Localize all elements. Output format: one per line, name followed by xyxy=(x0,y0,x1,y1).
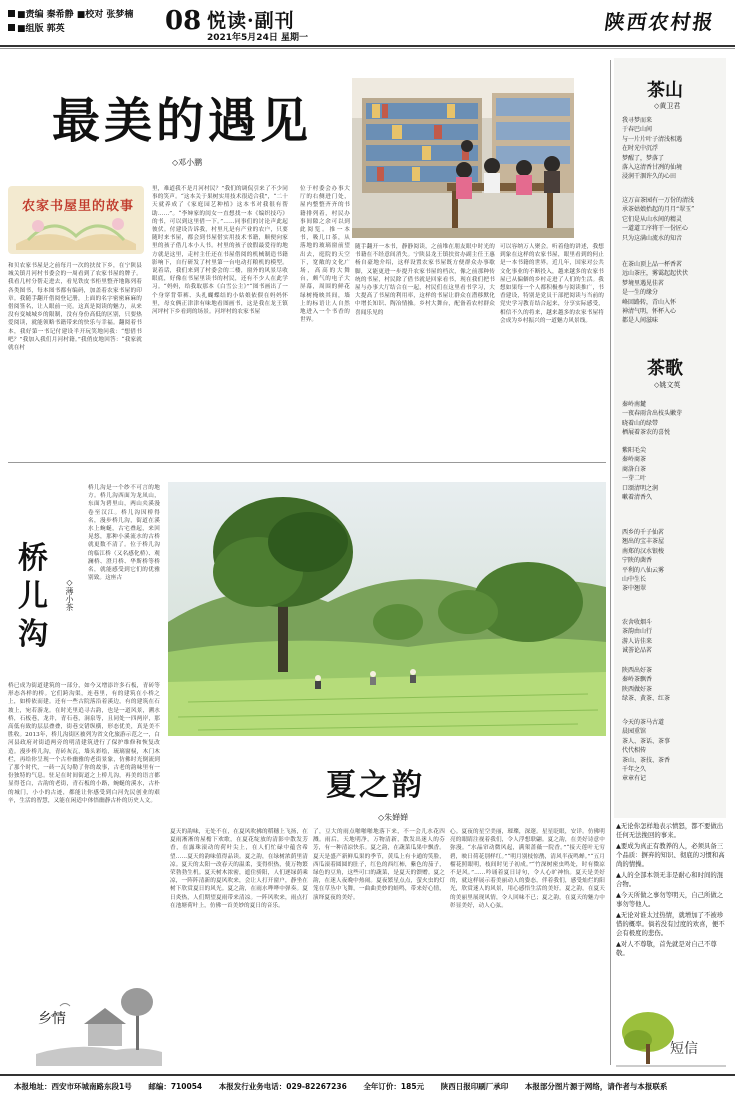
header-divider-thin xyxy=(0,48,735,49)
article1-col1: 和贝农家书屋是之前每月一次的扶贫下乡，在宁陕县城关镇月河村书委会的一周看到了农家书屋的牌子。我看几村分帮走进去，看见铁皮书柜里整齐地陈列着各类图书，每本图书都有编码，加盖着农家书屋的印章。我随手翻开借阅登记册，上面的名字密密麻麻的借阅签名，让人眼前一亮。这真是阅读的魅力，从来没有变城城乡的限制，没有身份高低的区别，只要热爱阅读，就能领略书籍带来的快乐与幸福。翻阅着书本，我好第一书记付建设半开玩笑地问我：“想借书吧？”我加入我们月河村籍。”我俏皮地回答：“我家就就在村 xyxy=(8,263,142,352)
short-note: ▲人的全部本领无非是耐心和时间的混合物。 xyxy=(616,871,724,888)
poem2-stanza5: 陕西出好茶 秦岭茶飘香 陕西做好茶 绿茶、黄茶、红茶 xyxy=(622,667,671,703)
article2-author: ◇薄小茶 xyxy=(65,578,74,611)
footer-postcode: 邮编：710054 xyxy=(148,1082,203,1091)
footer-printer: 陕西日报印刷厂承印 xyxy=(440,1082,509,1091)
footer-notice: 本报部分图片源于网络，请作者与本报联系 xyxy=(524,1082,668,1091)
article1-author: ◇邓小鹏 xyxy=(172,158,203,167)
article3-col3: 心。夏夜的星空美丽，璀璨，深邃。星星眨眼，安详。仿佛明亮的眼睛注视着我们，令人浮想联翩。夏之韵，在美好诗意中弥漫。“水晶帘动微风起，满架蔷薇一院香。”“接天莲叶无穷碧，映日荷花别样红。”“明月别枝惊鹊，清风半夜鸣蝉。”“五月榴花照眼明，枝间时见子初成。”“竹深树密虫鸣处，时有微凉不是风。”……吟诵着夏日诗句，令人心旷神怡。夏天是美好的，就这样展示着美丽动人的姿态，伴着我们，感受灿烂的阳光，欣赏迷人的风景，用心感悟生活的美好。夏之韵，在夏天的美丽里展现风情，令人回味不已；夏之韵，在夏天的魅力中彰显美好，动人心弦。 xyxy=(450,829,605,909)
short-note: ▲无论对谁太过热情，就增加了不被珍惜的概率。倘若没有过度的欢喜，便不会有极度的悲伤。 xyxy=(616,911,725,937)
article1-col5: 可以容纳万人聚会。听着他的讲述，我想到象在这样的农家书屋，眼里看到的何止是一本书籍的世界。近几年，国家对公共文化事业的不断投入，越来越多的农家书屋已从偏僻的乡村走进了人们的生活。我想如果每一个人都积极参与阅读推广，书香建设，特别是党员干部把阅读与当前的党史学习教育结合起来，分享实际感受，相信不久的将来，越来越多的农家书屋将会成为乡村振兴的一道魅力风景线。 xyxy=(500,244,604,324)
short-note: ▲无论你怎样地表示愤怒，都不要做出任何无法挽回的事来。 xyxy=(616,822,724,839)
article2-col-narrow: 桥儿沟是一个纱不可言的地方。桥儿沟西面为龙凤山，东面为碧里山，两山夹溪漫卷至汉江。桥儿沟因桥得名，漫步桥儿沟，街道在溪水上蜿蜒，古宅叠起，来回晃悠，那种小溪流水的古桥就更数不清了。位于桥儿沟的临江桥（又名感化桥）、观澜桥、澄月桥、华斯桥等桥名，就能感受到它们的优雅别致。这座古 xyxy=(88,485,160,582)
poem1-author: ◇黄卫君 xyxy=(654,102,681,110)
square-bullet-icon xyxy=(8,10,15,17)
footer xyxy=(0,1074,735,1095)
bookshelf-photo xyxy=(352,78,574,238)
header-divider xyxy=(0,45,735,47)
poem1-stanza1: 我寻梦而来 于春巴山间 与一片片叶子清浅相遇 在时光中沉浮 梦醒了，梦落了 落入这清香甘冽的仙境 浸润干涸许久的心田 xyxy=(622,117,683,181)
poem2-stanza4: 农舍收烟斗 茶韵由山行 游人访佳来 诚荟论品茗 xyxy=(622,619,653,655)
footer-phone: 本报发行业务电话：029-82267236 xyxy=(218,1082,347,1091)
short-note: ▲要成为真正有教养的人，必须具备三个品质：摒弃的知识、彻底的习惯和高尚的情操。 xyxy=(616,842,725,868)
poem1-title: 茶山 xyxy=(647,80,683,101)
poem2-stanza6: 今天的茶马古道 晨园重馆 茶人、茶话、茶事 代代相传 茶山、茶技、茶香 千年之久 章章有记 xyxy=(622,719,671,783)
footer-address: 本报地址：西安市环城南路东段1号 xyxy=(14,1082,132,1091)
article1-col3: 位于村委会办事大厅的右侧进门处，屋内整整齐齐的书籍排列着，村民办事间隙之余可以到此阅览。推一本书，吸几口茶，从落地的玻璃窗前望出去，庭院的天空下，宽敞的文化广场，高高的大舞台，颇气的电子大屏幕，周围的鲜花绿树掩映其间，墙上的标语让人自然地进入一个书香的世界。 xyxy=(300,186,350,324)
short-note: ▲对人不尊敬，首先就是对自己不尊敬。 xyxy=(616,940,717,957)
tree-illustration xyxy=(616,1004,726,1070)
footer-price: 全年订价：185元 xyxy=(363,1082,425,1091)
poem2-title: 茶歌 xyxy=(647,358,683,379)
article2-col-wide: 桥已成为街道建筑的一部分，如今又增添许多石板，青砖等形态各样的桥。它们跨沟渠，连巷里，有的建筑在小桥之上，如桥依而建。还有一些古院落沿着溪边，有的建筑在石坡上，宛若游龙。在时光里追寻古韵，也是一道风景，溯水桥，石板巷，龙井，青石巷，洞泉等，且同处一四两岸，那高低有致的层层叠叠，街巷交错纵横，形态优美，真是美不胜收。2013年，桥儿沟街区被列为省文化旅游示范之一，白河县政府对街道两旁的明清建筑进行了保护维修和恢复改造。漫步桥儿沟，青砖灰瓦，墙头彩绘，琉璃窗棂，木门木栏，再给你呈现一个古朴幽雅的老街景象，仿佛时光倒流到了那个时代，一砖一瓦勾勒了你的故事，古老的韵味里有一份独特的气息。驻足在时间街道之上桥儿沟，再美的语言都显得苍白，古韵的老街，青石板的小路，蜿蜒的溪水，古朴的城门，小小的古迹，都能让你感受到白河先民创业的艰辛，生活的智慧，又能在闲适中体悟幽静古朴的历史人文。 xyxy=(8,683,160,804)
article3-author: ◇朱婵婵 xyxy=(378,813,409,822)
newspaper-logo: 陕西农村报 xyxy=(603,10,717,34)
article3-title: 夏之韵 xyxy=(326,768,425,803)
article2-title: 桥儿沟 xyxy=(18,541,48,652)
xiangqing-label: 乡情 xyxy=(38,1011,66,1027)
section-title: 悦读·副刊 xyxy=(207,10,295,32)
square-bullet-icon xyxy=(8,24,15,31)
poem2-stanza3: 西乡的千子仙茗 翘出的宝丰茶屋 南郑的汉水银梭 宁陕的菌香 平利的八仙云雾 山中生长 茶中翘翠 xyxy=(622,529,665,593)
issue-date: 2021年5月24日 星期一 xyxy=(207,33,308,43)
poem1-stanza2: 这万亩茶园有一万份的清浅 承茶姑娘抬起的月月“翠玉” 它们是从山水间的精灵 一道道工序将干一份匠心 只为这满山流水的知音 xyxy=(622,197,695,242)
article1-col4: 随手翻开一本书，静静阅读，之前堆在朋友眼中时光的书籍在不经意间消失。宁陕县龙王镇扶贫办副主任王惠杨自豪地介绍，这样设置农家书屋既方便群众办事歇脚，又能更进一步提升农家书屋的档次，像之前那种传统的书屋，村民除了借书就是回家看书，现在我们把书屋与办事大厅结合在一起，村民们在这里看书学习，大大提高了书屋的利用率，这样的书屋让群众在潜移默化中增长知识、陶冶情操。乡村大舞台，配备着农村群众喜闻乐见的 xyxy=(355,244,495,316)
sidebar-divider xyxy=(610,60,611,1065)
poem2-stanza2: 紫阳毛尖 秦岭商茶 商洛白茶 一芽二叶 口颂清明之润 嗽着清香久 xyxy=(622,447,659,502)
poem2-author: ◇姚文英 xyxy=(654,381,681,389)
short-note: ▲今天所做之事勿等明天，自己所做之事勿等他人。 xyxy=(616,891,724,908)
article1-title: 最美的遇见 xyxy=(52,93,313,149)
article3-col2: 了，豆大的雨点啪啪啪地落下来，不一会儿水花四溅。雨后，天地明净，万物清新，散发出迷人的芬芳，有一种清凉快乐。夏之韵，在蔬菜瓜果中飘香。夏天是盛产新鲜瓜果的季节，黄瓜上有卡通的笑脸，西瓜滚着圆圆的肚子，红色的西红柿，紫色的茄子，绿色的豆角，这些可口的蔬菜，是夏天的馈赠。夏之韵，在迷人夜晚中热闹。夏夜繁星点点，萤火虫的灯笼在草丛中飞舞，一曲曲美妙的蛙鸣，带来好心情，演绎夏夜的美好。 xyxy=(313,829,445,901)
page-number: 08 xyxy=(165,6,202,36)
poem1-stanza3: 在茶山顶上品一杯香茗 远山茶庄，雾霭起起伏伏 梦境里遇见佳茗 是一生的缘分 峰回路转，青山入怀 神清气明，怀杯入心 都是人间滋味 xyxy=(622,261,689,325)
short-notes-label: 短信 xyxy=(670,1041,698,1057)
article1-col2: 里，难道我不是月河村民？”我们的调侃引来了不少同事的笑声。“这本关于果树实用技术很适合我”，“二十天就养成了《家庭园艺种植》这本书对我很有帮助……”。“李婶家的闺女一直想找一本《编织技巧》的书，可以到这里借一下。”……同事们的讨论声此起彼伏。付建设告诉我，村里凡是有产业的农户，只要随时来书屋，都会到书屋借实用技术书籍，顺便向家里的孩子借几本小人书。村里的孩子放假最爱待的地方就是这里，走村主任还在书屋借阅的机械制造书籍影响下，自行研发了村里第一台电动打粮机的模型。说着话，我们来到了村委会的二楼，窗外的风景尽收眼底，好像在书屋里读书的村民，还有不少人在此学习。“妈妈，给我取那本《白雪公主》”“图书画出了一个身穿背带裤、头扎蝴蝶结的小姑娘依偎在妈妈怀里，母女俩正津津有味地看图画书，这是我在龙王镇河坪村下乡看到的场景。河坪村的农家书屋 xyxy=(152,186,288,316)
article3-col1: 夏天的韵味，无处不在，在夏风吹拂的稻穗上飞扬，在夏雨淅淅的屋檐下欢歌，在夏花绽放的清影中散发芳香，在露珠滚动的荷叶尖上，在人们忙碌中蕴含希望……夏天的韵味值得品读。夏之韵，在绿树浓荫里清凉。夏天的太阳一改春天的温柔，变得炽热，使万物繁荣勃勃生机。夏天树木浓密，遮住骄阳，人们逐绿荫乘凉，一阵阵清新的夏风吹来，会让人打开窗户，静坐在树下欣赏夏日的风光。夏之韵，在雨水哗哗中弹奏。夏日炎热，人们期望夏雨带来清凉。一阵风吹来，雨点打在池塘荷叶上，仿佛一首美妙的夏日的音乐。 xyxy=(170,829,308,909)
staff-line-2: ■组版 郭英 xyxy=(17,24,65,34)
poem2-stanza1: 秦岭南麓 一夜春雨含出枝头嫩芽 晓着山的绿带 栖展着茶农的喜悦 xyxy=(622,401,683,437)
staff-credits xyxy=(8,8,178,36)
landscape-photo xyxy=(168,482,606,736)
section-divider xyxy=(8,462,606,463)
staff-line-1: ■责编 秦希静 ■校对 张梦楠 xyxy=(17,10,134,20)
book-illustration-caption: 农家书屋里的故事 xyxy=(22,199,135,214)
